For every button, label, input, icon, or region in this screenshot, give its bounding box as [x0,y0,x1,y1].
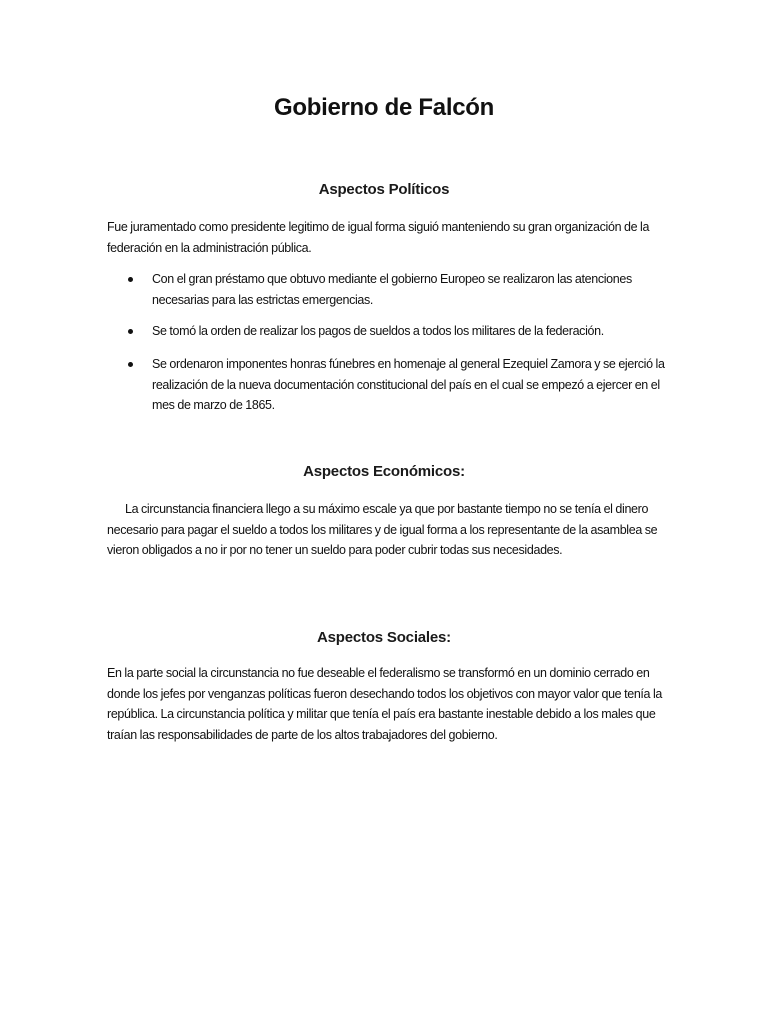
list-item [107,354,667,416]
list-item-text: Se tomó la orden de realizar los pagos de sueldos a todos los militares de la federación. [152,324,604,338]
section-intro-politicos: Fue juramentado como presidente legitimo de igual forma siguió manteniendo su gran organización de la federación en la administración pública. [107,220,650,255]
section-heading-economicos: Aspectos Económicos: [303,463,465,480]
bullet-dot-icon [128,362,133,367]
page-title: Gobierno de Falcón [274,94,494,121]
list-item-text: Se ordenaron imponentes honras fúnebres en homenaje al general Ezequiel Zamora y se ejerció la realización de la nueva documentación constitucional del país en el cual se empezó a ejercer en el mes de marzo de 1865. [152,357,665,412]
section-heading-sociales: Aspectos Sociales: [317,629,451,646]
section-body-economicos: La circunstancia financiera llego a su máximo escale ya que por bastante tiempo no se tenía el dinero necesario para pagar el sueldo a todos los militares y de igual forma a los representante de la asamblea se vieron obligados a no ir por no tener un sueldo para poder cubrir todas sus necesidades. [107,502,658,557]
list-item-text: Con el gran préstamo que obtuvo mediante el gobierno Europeo se realizaron las atenciones necesarias para las estrictas emergencias. [152,272,632,307]
bullet-dot-icon [128,329,133,334]
section-body-sociales: En la parte social la circunstancia no fue deseable el federalismo se transformó en un dominio cerrado en donde los jefes por venganzas políticas fueron desechando todos los objetivos con mayor valor que tenía la república. La circunstancia política y militar que tenía el país era bastante inestable debido a los males que traían las responsabilidades de parte de los altos trabajadores del gobierno. [107,666,663,742]
section-heading-politicos: Aspectos Políticos [318,181,450,198]
bullet-dot-icon [128,277,133,282]
list-item [107,269,667,310]
list-item [107,321,667,342]
